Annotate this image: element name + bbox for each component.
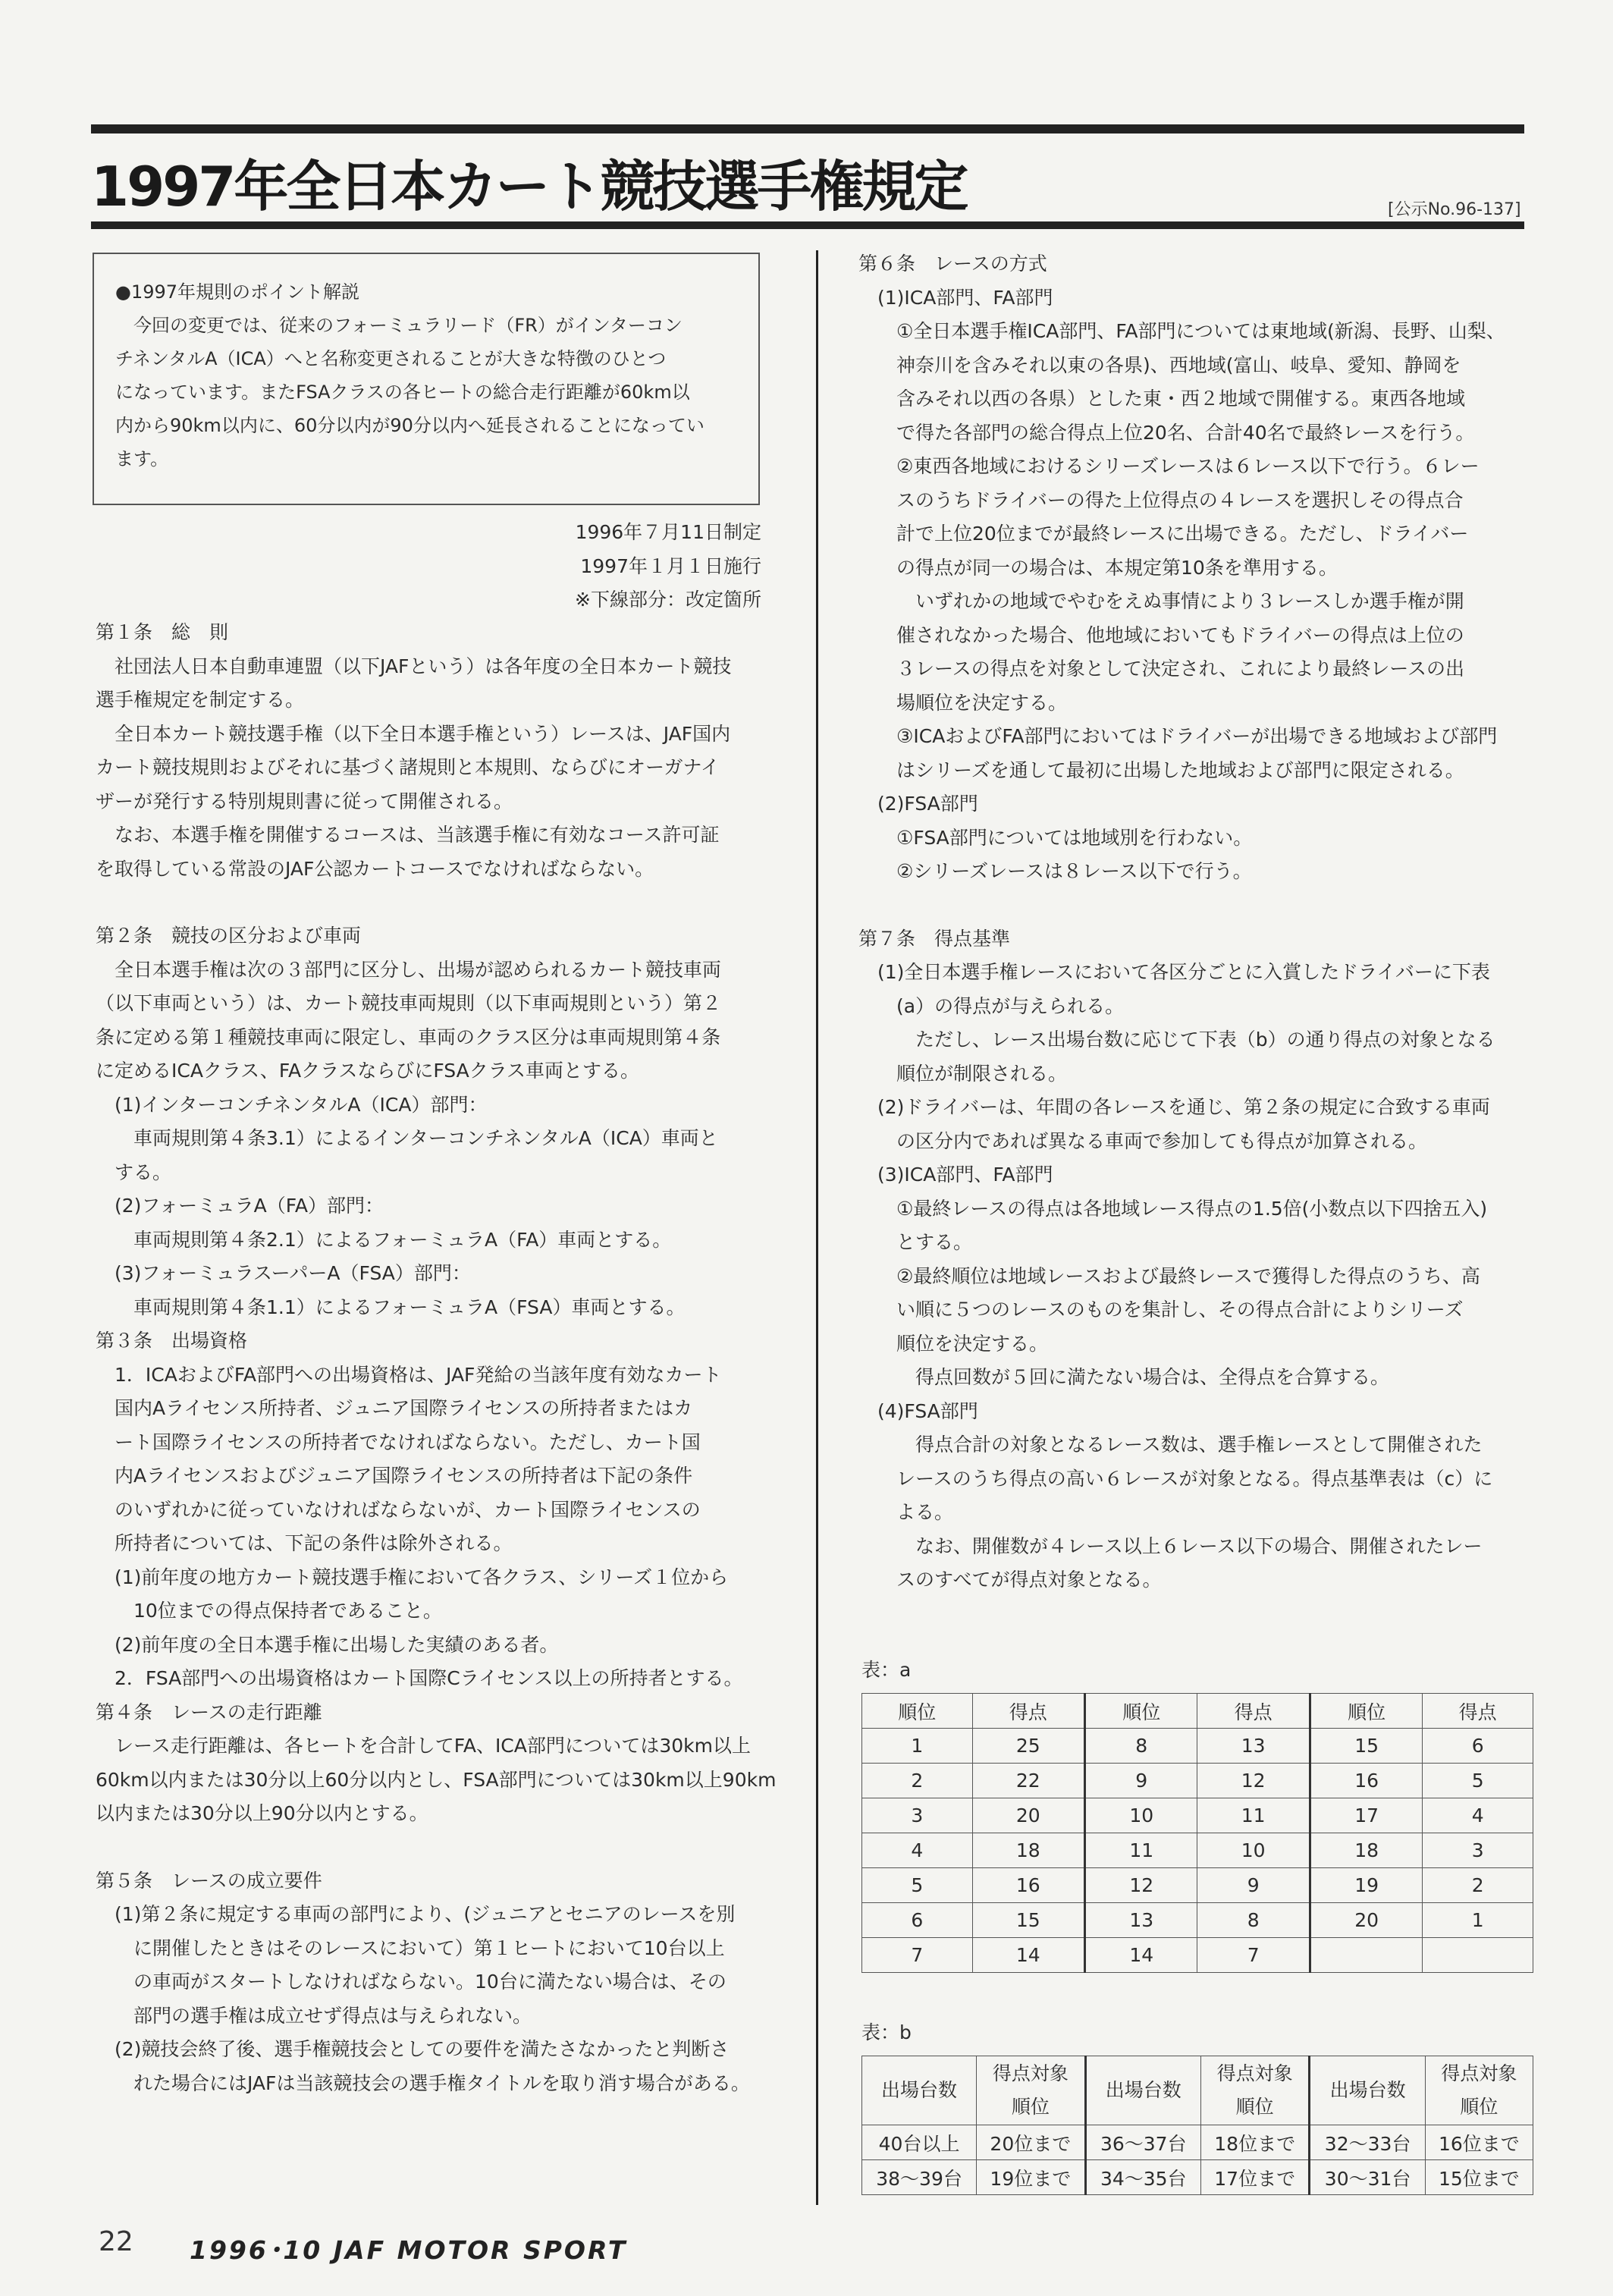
header-cell: 得点	[972, 1694, 1084, 1729]
text-line: いずれかの地域でやむをえぬ事情により３レースしか選手権が開	[858, 590, 1464, 612]
box-line: 今回の変更では、従来のフォーミュラリード（FR）がインターコン	[115, 315, 683, 336]
text-line: ③ICAおよびFA部門においてはドライバーが出場できる地域および部門	[858, 725, 1498, 747]
text-line: 60km以内または30分以上60分以内とし、FSA部門については30km以上90km	[96, 1768, 777, 1791]
text-line: ３レースの得点を対象として決定され、これにより最終レースの出	[858, 658, 1465, 680]
text-line: ただし、レース出場台数に応じて下表（b）の通り得点の対象となる	[858, 1029, 1495, 1051]
table-cell: 32〜33台	[1310, 2125, 1425, 2160]
magazine-footer: 1996･10 JAF MOTOR SPORT	[190, 2235, 628, 2265]
table-b-caption: 表：b	[861, 2021, 912, 2043]
box-line: ●1997年規則のポイント解説	[115, 281, 360, 303]
right-column	[858, 247, 1526, 1597]
table-cell: 1	[862, 1729, 973, 1764]
text-line: 内Aライセンスおよびジュニア国際ライセンスの所持者は下記の条件	[96, 1465, 693, 1487]
text-line: ①最終レースの得点は各地域レース得点の1.5倍(小数点以下四捨五入)	[858, 1197, 1488, 1220]
table-cell: 19位まで	[977, 2160, 1085, 2195]
text-line: 計で上位20位までが最終レースに出場できる。ただし、ドライバー	[858, 523, 1469, 545]
table-cell: 9	[1085, 1764, 1197, 1798]
text-line: ①FSA部門については地域別を行わない。	[858, 826, 1253, 849]
table-row	[862, 1764, 1533, 1798]
table-row	[862, 1729, 1533, 1764]
text-line: (1)全日本選手権レースにおいて各区分ごとに入賞したドライバーに下表	[858, 961, 1490, 983]
table-cell: 12	[1197, 1764, 1310, 1798]
table-cell: 17	[1310, 1798, 1422, 1833]
header-cell: 順位	[862, 1694, 973, 1729]
table-cell: 12	[1085, 1868, 1197, 1903]
text-line: 国内Aライセンス所持者、ジュニア国際ライセンスの所持者またはカ	[96, 1397, 693, 1419]
table-row	[862, 2125, 1533, 2160]
table-cell	[1423, 1938, 1533, 1973]
text-line: (a）の得点が与えられる。	[858, 994, 1125, 1017]
text-line: よる。	[858, 1501, 954, 1523]
table-cell: 5	[862, 1868, 973, 1903]
text-line: 車両規則第４条1.1）によるフォーミュラA（FSA）車両とする。	[96, 1296, 686, 1318]
title-rule	[91, 221, 1524, 229]
table-cell: 8	[1197, 1903, 1310, 1938]
text-line: する。	[96, 1161, 172, 1183]
table-row	[862, 2160, 1533, 2195]
header-cell	[1200, 2056, 1309, 2125]
table-cell: 16	[972, 1868, 1084, 1903]
text-line: (3)ICA部門、FA部門	[858, 1164, 1053, 1186]
table-row	[862, 1938, 1533, 1973]
table-cell: 13	[1085, 1903, 1197, 1938]
text-line: レース走行距離は、各ヒートを合計してFA、ICA部門については30km以上	[96, 1735, 752, 1757]
table-cell: 15	[972, 1903, 1084, 1938]
text-line: 部門の選手権は成立せず得点は与えられない。	[96, 2004, 532, 2027]
box-line: になっています。またFSAクラスの各ヒートの総合走行距離が60km以	[115, 382, 690, 403]
table-cell: 17位まで	[1200, 2160, 1309, 2195]
points-table-b	[861, 2056, 1533, 2195]
text-line: はシリーズを通して最初に出場した地域および部門に限定される。	[858, 759, 1464, 781]
table-cell: 5	[1423, 1764, 1533, 1798]
text-line: (4)FSA部門	[858, 1399, 978, 1422]
table-cell: 18	[1310, 1833, 1422, 1868]
table-cell: 36〜37台	[1085, 2125, 1200, 2160]
table-cell: 13	[1197, 1729, 1310, 1764]
table-cell: 6	[1423, 1729, 1533, 1764]
table-cell: 4	[1423, 1798, 1533, 1833]
text-line: 第４条 レースの走行距離	[96, 1701, 322, 1723]
box-line: 内から90km以内に、60分以内が90分以内へ延長されることになってい	[115, 415, 705, 436]
text-line: (3)フォーミュラスーパーA（FSA）部門：	[96, 1262, 471, 1284]
table-cell: 25	[972, 1729, 1084, 1764]
table-cell: 40台以上	[862, 2125, 977, 2160]
text-line: の区分内であれば異なる車両で参加しても得点が加算される。	[858, 1129, 1428, 1152]
table-cell: 15位まで	[1425, 2160, 1533, 2195]
table-cell: 14	[1085, 1938, 1197, 1973]
header-cell: 順位	[1310, 1694, 1422, 1729]
text-line: 所持者については、下記の条件は除外される。	[96, 1532, 513, 1554]
header-cell: 得点	[1423, 1694, 1533, 1729]
text-line: ①全日本選手権ICA部門、FA部門については東地域(新潟、長野、山梨、	[858, 320, 1505, 342]
table-cell: 15	[1310, 1729, 1422, 1764]
text-line: (2)ドライバーは、年間の各レースを通じ、第２条の規定に合致する車両	[858, 1096, 1490, 1118]
notice-number: [公示No.96-137]	[1388, 200, 1521, 219]
text-line: (2)前年度の全日本選手権に出場した実績のある者。	[96, 1633, 559, 1656]
table-cell: 7	[862, 1938, 973, 1973]
text-line: ②シリーズレースは８レース以下で行う。	[858, 860, 1252, 882]
text-line: の車両がスタートしなければならない。10台に満たない場合は、その	[96, 1971, 726, 1993]
text-line: (1)前年度の地方カート競技選手権において各クラス、シリーズ１位から	[96, 1566, 729, 1588]
table-row	[862, 1833, 1533, 1868]
table-cell: 4	[862, 1833, 973, 1868]
spacer	[96, 1831, 793, 1864]
header-cell: 順位	[1085, 1694, 1197, 1729]
spacer	[96, 886, 793, 919]
table-cell: 20	[972, 1798, 1084, 1833]
table-cell: 2	[1423, 1868, 1533, 1903]
text-line: い順に５つのレースのものを集計し、その得点合計によりシリーズ	[858, 1299, 1464, 1321]
text-line: 含みそれ以西の各県）とした東・西２地域で開催する。東西各地域	[858, 388, 1466, 410]
table-cell: 8	[1085, 1729, 1197, 1764]
table-cell: 30〜31台	[1310, 2160, 1425, 2195]
text-line: 社団法人日本自動車連盟（以下JAFという）は各年度の全日本カート競技	[96, 655, 732, 677]
text-line: 以内または30分以上90分以内とする。	[96, 1802, 428, 1824]
table-cell: 19	[1310, 1868, 1422, 1903]
box-line: ます。	[115, 448, 169, 470]
text-line: (1)インターコンチネンタルA（ICA）部門：	[96, 1093, 488, 1116]
text-line: 1．ICAおよびFA部門への出場資格は、JAF発給の当該年度有効なカート	[96, 1363, 722, 1386]
header-cell: 得点	[1197, 1694, 1310, 1729]
table-cell: 1	[1423, 1903, 1533, 1938]
table-cell: 3	[862, 1798, 973, 1833]
table-cell: 11	[1197, 1798, 1310, 1833]
table-cell: 11	[1085, 1833, 1197, 1868]
text-line: (2)競技会終了後、選手権競技会としての要件を満たさなかったと判断さ	[96, 2038, 730, 2060]
table-row	[862, 1868, 1533, 1903]
spacer	[858, 889, 1526, 922]
text-line: 場順位を決定する。	[858, 691, 1068, 714]
text-line: 順位が制限される。	[858, 1062, 1068, 1085]
points-table-a	[861, 1693, 1533, 1973]
header-cell: 出場台数	[1085, 2056, 1200, 2125]
header-line: 得点対象	[1216, 2062, 1293, 2084]
column-divider	[816, 250, 818, 2205]
table-cell: 3	[1423, 1833, 1533, 1868]
text-line: に定めるICAクラス、FAクラスならびにFSAクラス車両とする。	[96, 1060, 639, 1082]
text-line: 全日本カート競技選手権（以下全日本選手権という）レースは、JAF国内	[96, 722, 731, 745]
text-line: を取得している常設のJAF公認カートコースでなければならない。	[96, 857, 654, 880]
text-line: 第３条 出場資格	[96, 1330, 248, 1352]
top-rule	[91, 124, 1524, 133]
header-line: 順位	[1011, 2096, 1050, 2118]
text-line: 第２条 競技の区分および車両	[96, 925, 362, 947]
text-line: ート国際ライセンスの所持者でなければならない。ただし、カート国	[96, 1431, 701, 1453]
table-header-row	[862, 1694, 1533, 1729]
table-cell: 6	[862, 1903, 973, 1938]
text-line: とする。	[858, 1231, 973, 1253]
text-line: に開催したときはそのレースにおいて）第１ヒートにおいて10台以上	[96, 1936, 725, 1959]
text-line: (2)フォーミュラA（FA）部門：	[96, 1195, 384, 1217]
header-cell	[977, 2056, 1085, 2125]
enactment-dates	[455, 516, 761, 617]
header-line: 順位	[1460, 2096, 1498, 2118]
table-cell: 38〜39台	[862, 2160, 977, 2195]
text-line: 2．FSA部門への出場資格はカート国際Cライセンス以上の所持者とする。	[96, 1667, 743, 1689]
text-line: なお、本選手権を開催するコースは、当該選手権に有効なコース許可証	[96, 824, 720, 846]
text-line: 10位までの得点保持者であること。	[96, 1600, 442, 1622]
table-cell: 22	[972, 1764, 1084, 1798]
table-cell: 18	[972, 1833, 1084, 1868]
text-line: 第６条 レースの方式	[858, 253, 1047, 275]
text-line: で得た各部門の総合得点上位20名、合計40名で最終レースを行う。	[858, 421, 1475, 444]
page-title: 1997年全日本カート競技選手権規定	[91, 155, 967, 218]
text-line: 神奈川を含みそれ以東の各県)、西地域(富山、岐阜、愛知、静岡を	[858, 353, 1461, 376]
box-line: チネンタルA（ICA）へと名称変更されることが大きな特徴のひとつ	[115, 348, 667, 369]
table-cell: 9	[1197, 1868, 1310, 1903]
table-cell	[1310, 1938, 1422, 1973]
text-line: ザーが発行する特別規則書に従って開催される。	[96, 790, 513, 812]
table-cell: 34〜35台	[1085, 2160, 1200, 2195]
table-header-row	[862, 2056, 1533, 2125]
header-cell	[1425, 2056, 1533, 2125]
text-line: 車両規則第４条2.1）によるフォーミュラA（FA）車両とする。	[96, 1228, 672, 1251]
table-a-caption: 表：a	[861, 1659, 912, 1681]
text-line: の得点が同一の場合は、本規定第10条を準用する。	[858, 556, 1338, 579]
header-line: 得点対象	[1441, 2062, 1517, 2084]
page-number: 22	[99, 2226, 133, 2257]
table-row	[862, 1798, 1533, 1833]
date-line: 1996年７月11日制定	[575, 521, 761, 543]
date-line: ※下線部分：改定箇所	[575, 589, 761, 611]
text-line: 選手権規定を制定する。	[96, 689, 305, 711]
text-line: （以下車両という）は、カート競技車両規則（以下車両規則という）第２	[96, 992, 722, 1014]
text-line: 第１条 総 則	[96, 621, 229, 643]
table-cell: 16	[1310, 1764, 1422, 1798]
text-line: (2)FSA部門	[858, 793, 978, 815]
text-line: 順位を決定する。	[858, 1332, 1049, 1355]
text-line: 催されなかった場合、他地域においてもドライバーの得点は上位の	[858, 623, 1464, 646]
text-line: (1)第２条に規定する車両の部門により、(ジュニアとセニアのレースを別	[96, 1903, 736, 1925]
text-line: れた場合にはJAFは当該競技会の選手権タイトルを取り消す場合がある。	[96, 2071, 750, 2094]
header-cell: 出場台数	[1310, 2056, 1425, 2125]
text-line: 第５条 レースの成立要件	[96, 1869, 322, 1892]
table-cell: 7	[1197, 1938, 1310, 1973]
text-line: ②東西各地域におけるシリーズレースは６レース以下で行う。６レー	[858, 455, 1480, 477]
text-line: 全日本選手権は次の３部門に区分し、出場が認められるカート競技車両	[96, 958, 722, 981]
table-cell: 16位まで	[1425, 2125, 1533, 2160]
text-line: 得点合計の対象となるレース数は、選手権レースとして開催された	[858, 1434, 1483, 1456]
text-line: 条に定める第１種競技車両に限定し、車両のクラス区分は車両規則第４条	[96, 1026, 721, 1048]
text-line: カート競技規則およびそれに基づく諸規則と本規則、ならびにオーガナイ	[96, 756, 720, 778]
table-cell: 10	[1197, 1833, 1310, 1868]
text-line: 得点回数が５回に満たない場合は、全得点を合算する。	[858, 1366, 1390, 1388]
table-row	[862, 1903, 1533, 1938]
header-cell: 出場台数	[862, 2056, 977, 2125]
key-points-box	[93, 253, 760, 505]
text-line: 車両規則第４条3.1）によるインターコンチネンタルA（ICA）車両と	[96, 1127, 718, 1149]
text-line: ②最終順位は地域レースおよび最終レースで獲得した得点のうち、高	[858, 1264, 1480, 1287]
text-line: のいずれかに従っていなければならないが、カート国際ライセンスの	[96, 1498, 701, 1521]
header-line: 得点対象	[992, 2062, 1069, 2084]
text-line: スのうちドライバーの得た上位得点の４レースを選択しその得点合	[858, 488, 1464, 511]
table-cell: 2	[862, 1764, 973, 1798]
text-line: なお、開催数が４レース以上６レース以下の場合、開催されたレー	[858, 1534, 1483, 1557]
table-cell: 14	[972, 1938, 1084, 1973]
table-cell: 10	[1085, 1798, 1197, 1833]
date-line: 1997年１月１日施行	[580, 554, 761, 577]
table-cell: 20	[1310, 1903, 1422, 1938]
text-line: スのすべてが得点対象となる。	[858, 1569, 1162, 1591]
text-line: レースのうち得点の高い６レースが対象となる。得点基準表は（c）に	[858, 1467, 1493, 1490]
table-cell: 18位まで	[1200, 2125, 1309, 2160]
table-cell: 20位まで	[977, 2125, 1085, 2160]
left-column	[96, 616, 793, 2100]
text-line: (1)ICA部門、FA部門	[858, 286, 1053, 309]
header-line: 順位	[1235, 2096, 1274, 2118]
text-line: 第７条 得点基準	[858, 927, 1011, 950]
